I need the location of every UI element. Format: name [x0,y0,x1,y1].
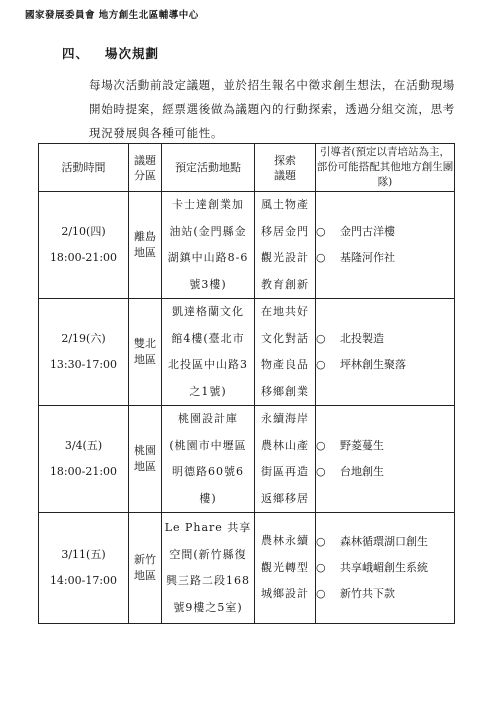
cell-line: 文化對話 [261,331,309,345]
header-time: 活動時間 [39,144,129,192]
cell-line: 新竹 [134,553,156,566]
leaders-cell [316,406,455,513]
leader-name: 基隆河作社 [340,251,395,264]
event-time [39,192,129,299]
leader-name: 北投製造 [340,332,384,345]
event-time [39,299,129,406]
cell-line: 館4樓(臺北市 [171,331,245,345]
event-time [39,406,129,513]
cell-line: 號9樓之5室) [173,600,243,614]
event-date: 2/10(四) [61,225,106,238]
cell-line: 返鄉移居 [261,491,309,505]
venue-cell [162,192,255,299]
table-row [39,513,455,624]
leader-item [316,245,454,271]
cell-line: 農林山產 [261,438,309,452]
intro-line: 現況發展與各種可能性。 [89,126,224,140]
event-hours: 13:30-17:00 [49,358,118,371]
topic-cell [255,299,316,406]
cell-line: (桃園市中壢區 [169,438,247,452]
intro-line: 每場次活動前設定議題，並於招生報名中徵求創生想法，在活動現場 [89,78,455,92]
leaders-cell [316,192,455,299]
cell-line: 地區 [134,246,156,259]
cell-line: 永續海岸 [261,412,309,425]
event-hours: 18:00-21:00 [49,465,118,478]
cell-line: 興三路二段168 [166,574,250,587]
leader-item [316,433,454,459]
event-hours: 18:00-21:00 [49,251,118,264]
event-date: 3/4(五) [64,439,103,452]
event-date: 2/19(六) [61,332,106,345]
cell-line: 觀光設計 [261,251,309,264]
leader-name: 金門古洋樓 [340,225,395,238]
leader-item [316,352,454,378]
leader-name: 野菱蔓生 [340,439,384,452]
leader-name: 共享峨嵋創生系統 [340,561,428,574]
bullet-mark: ○ [316,225,326,238]
cell-line: 地區 [134,460,156,473]
leader-item [316,581,454,607]
event-date: 3/11(五) [61,548,106,561]
bullet-mark: ○ [316,465,326,478]
cell-line: 油站(金門縣金 [169,224,247,238]
topic-cell [255,192,316,299]
bullet-mark: ○ [316,561,326,574]
cell-line: 移鄉創業 [261,384,309,398]
cell-line: 街區再造 [261,465,309,478]
cell-line: 雙北 [134,337,156,350]
header-leaders: 引導者(預定以青培站為主，部份可能搭配其他地方創生團隊) [316,144,455,192]
cell-line: 離島 [134,230,156,243]
region-cell [129,406,162,513]
leader-name: 新竹共下款 [340,587,395,600]
cell-line: 城鄉設計 [261,587,309,601]
topic-cell [255,406,316,513]
cell-line: 卡士達創業加 [172,198,244,211]
topic-cell [255,513,316,624]
leader-name: 森林循環湖口創生 [340,535,428,548]
cell-line: 空間(新竹縣復 [169,547,247,561]
region-cell [129,299,162,406]
cell-line: 桃園 [134,444,156,457]
cell-line: 號3樓) [189,277,227,291]
cell-line: 在地共好 [261,305,309,318]
leader-item [316,529,454,555]
cell-line: 北投區中山路3 [168,358,248,371]
section-number: 四、 [62,46,90,61]
region-cell [129,513,162,624]
venue-cell [162,406,255,513]
bullet-mark: ○ [316,332,326,345]
cell-line: 地區 [134,353,156,366]
leader-item [316,326,454,352]
leader-item [316,555,454,581]
cell-line: 風土物產 [261,198,309,211]
event-time [39,513,129,624]
region-cell [129,192,162,299]
section-title: 場次規劃 [105,46,160,61]
header-topic: 探索 議題 [255,144,316,192]
leader-item [316,459,454,485]
bullet-mark: ○ [316,439,326,452]
leaders-cell [316,299,455,406]
bullet-mark: ○ [316,587,326,600]
bullet-mark: ○ [316,251,326,264]
table-body [39,192,455,624]
event-hours: 14:00-17:00 [49,574,118,587]
intro-paragraph [89,73,471,145]
cell-line: 凱達格蘭文化 [172,305,244,318]
cell-line: 地區 [134,569,156,582]
cell-line: 桃園設計庫 [178,412,238,425]
cell-line: 農林永續 [261,534,309,548]
header-region: 議題 分區 [129,144,162,192]
bullet-mark: ○ [316,358,326,371]
leaders-cell [316,513,455,624]
header-venue: 預定活動地點 [162,144,255,192]
cell-line: 教育創新 [261,277,309,291]
leader-name: 坪林創生聚落 [340,358,406,371]
table-row [39,192,455,299]
cell-line: 明德路60號6 [172,465,244,478]
cell-line: 觀光轉型 [261,560,309,574]
bullet-mark: ○ [316,535,326,548]
leader-name: 台地創生 [340,465,384,478]
cell-line: 樓) [199,491,217,505]
cell-line: 之1號) [189,384,227,398]
section-heading [62,44,159,62]
cell-line: 湖鎮中山路8-6 [167,251,249,264]
venue-cell [162,513,255,624]
cell-line: 移居金門 [261,224,309,238]
cell-line: Le Phare 共享 [164,521,252,534]
intro-line: 開始時提案，經票選後做為議題內的行動探索，透過分組交流，思考 [89,102,455,116]
table-row [39,406,455,513]
table-header-row [39,144,455,192]
cell-line: 物產良品 [261,358,309,371]
schedule-table [38,143,455,624]
leader-item [316,219,454,245]
venue-cell [162,299,255,406]
page-header: 國家發展委員會 地方創生北區輔導中心 [25,10,199,21]
table-row [39,299,455,406]
